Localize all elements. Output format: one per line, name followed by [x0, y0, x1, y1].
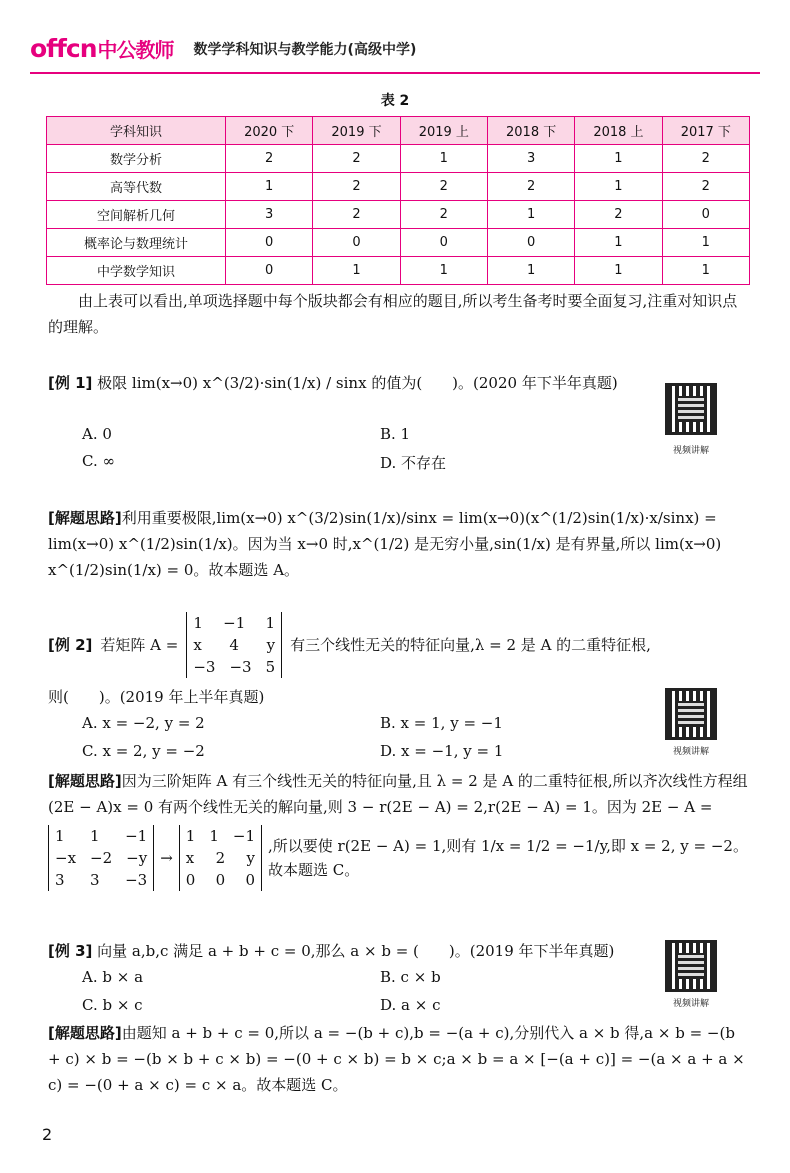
matrix-entry: −y [126, 849, 148, 867]
table-row [47, 173, 750, 201]
table-cell: 2 [313, 173, 400, 201]
ex1-option-d: D. 不存在 [380, 454, 447, 472]
book-title: 数学学科知识与教学能力(高级中学) [193, 41, 417, 58]
ex3-option-b: B. c × b [380, 968, 441, 986]
matrix-row [55, 825, 147, 847]
table-cell: 1 [575, 173, 662, 201]
table-cell: 2 [226, 145, 313, 173]
table-cell: 0 [226, 229, 313, 257]
matrix-entry: 0 [245, 871, 255, 889]
page-header [30, 34, 416, 63]
table-cell: 2 [313, 201, 400, 229]
matrix-entry: 0 [215, 871, 226, 889]
table-cell: 高等代数 [47, 173, 226, 201]
qr-code-icon[interactable] [665, 383, 717, 435]
knowledge-table [46, 116, 750, 285]
table-row [47, 145, 750, 173]
table-row [47, 229, 750, 257]
matrix-entry: 1 [90, 827, 100, 845]
table-cell: 3 [487, 145, 574, 173]
matrix-entry: 5 [265, 658, 276, 676]
example-2-stem-end: 则( )。(2019 年上半年真题) [48, 688, 265, 706]
table-row [47, 201, 750, 229]
example-1-stem: [例 1] 极限 lim(x→0) x^(3/2)·sin(1/x) / sinx 的值为( )。(2020 年下半年真题) [48, 374, 618, 392]
matrix-row [186, 847, 255, 869]
table-cell: 2 [400, 201, 487, 229]
matrix-row [55, 869, 147, 891]
matrix-row [193, 612, 275, 634]
matrix-entry: x [185, 849, 195, 867]
example-2-solution-matrices: 1 1 −1 −x −2 −y 3 3 −3 → 1 1 −1 x 2 y 0 0 0 ,所以要使 r(2E − A) = 1,则有 1/x = 1/2 = −1/y,即 x = 2, y = −2。故本题选 C。 [48, 825, 752, 891]
matrix-2e-minus-a [48, 825, 154, 891]
table-cell: 0 [226, 257, 313, 285]
table-cell: 2 [662, 145, 749, 173]
column-header: 2018 下 [487, 117, 574, 145]
table-cell: 2 [313, 145, 400, 173]
matrix-row [193, 634, 275, 656]
table-cell: 1 [487, 257, 574, 285]
qr-label: 视频讲解 [672, 747, 709, 757]
table-cell: 0 [487, 229, 574, 257]
qr-code-icon[interactable] [665, 940, 717, 992]
table-cell: 1 [575, 257, 662, 285]
table-cell: 数学分析 [47, 145, 226, 173]
matrix-entry: 1 [193, 614, 203, 632]
table-cell: 空间解析几何 [47, 201, 226, 229]
table-cell: 2 [662, 173, 749, 201]
matrix-entry: y [246, 849, 255, 867]
ex2-option-d: D. x = −1, y = 1 [380, 742, 504, 760]
table-cell: 2 [575, 201, 662, 229]
matrix-entry: −1 [223, 614, 246, 632]
table-cell: 1 [575, 145, 662, 173]
matrix-entry: 3 [90, 871, 100, 889]
ex3-option-a: A. b × a [82, 968, 144, 986]
matrix-entry: 0 [185, 871, 196, 889]
ex1-option-c: C. ∞ [82, 452, 115, 470]
table-cell: 中学数学知识 [47, 257, 226, 285]
matrix-row [193, 656, 275, 678]
example-3-solution: [解题思路]由题知 a + b + c = 0,所以 a = −(b + c),b = −(a + c),分别代入 a × b 得,a × b = −(b + c) × b = −(b × b + c × b) = −(0 + c × b) = b × c;a × b = a × [−(a + c)] = −(a × a + a × c) = −(0 + a × c) = c × a。故本题选 C。 [48, 1024, 745, 1094]
matrix-entry: 4 [229, 636, 239, 654]
matrix-entry: 1 [209, 827, 219, 845]
matrix-a [186, 612, 282, 678]
table-cell: 概率论与数理统计 [47, 229, 226, 257]
intro-paragraph: 由上表可以看出,单项选择题中每个版块都会有相应的题目,所以考生备考时要全面复习,注重对知识点的理解。 [48, 292, 738, 336]
column-header: 2018 上 [575, 117, 662, 145]
table-cell: 1 [575, 229, 662, 257]
matrix-entry: −2 [90, 849, 113, 867]
matrix-reduced [179, 825, 262, 891]
table-cell: 1 [226, 173, 313, 201]
table-cell: 3 [226, 201, 313, 229]
matrix-entry: −1 [125, 827, 148, 845]
table-caption: 表 2 [380, 93, 410, 109]
example-3-stem: [例 3] 向量 a,b,c 满足 a + b + c = 0,那么 a × b = ( )。(2019 年下半年真题) [48, 942, 615, 960]
ex2-option-b: B. x = 1, y = −1 [380, 714, 503, 732]
table-row [47, 257, 750, 285]
matrix-entry: −3 [229, 658, 252, 676]
qr-label: 视频讲解 [672, 446, 709, 456]
table-cell: 1 [487, 201, 574, 229]
ex2-option-a: A. x = −2, y = 2 [82, 714, 205, 732]
header-rule [30, 72, 760, 74]
example-2-solution: [解题思路]因为三阶矩阵 A 有三个线性无关的特征向量,且 λ = 2 是 A 的二重特征根,所以齐次线性方程组(2E − A)x = 0 有两个线性无关的解向量,则 3 − r(2E − A) = 2,r(2E − A) = 1。因为 2E − A = [48, 772, 748, 816]
matrix-entry: 1 [185, 827, 196, 845]
matrix-entry: 1 [55, 827, 65, 845]
matrix-entry: 1 [265, 614, 276, 632]
example-1-solution: [解题思路]利用重要极限,lim(x→0) x^(3/2)sin(1/x)/sinx = lim(x→0)(x^(1/2)sin(1/x)·x/sinx) = lim(x→0) x^(1/2)sin(1/x)。因为当 x→0 时,x^(1/2) 是无穷小量,sin(1/x) 是有界量,所以 lim(x→0) x^(1/2)sin(1/x) = 0。故本题选 A。 [48, 509, 722, 579]
qr-label: 视频讲解 [672, 999, 709, 1009]
matrix-row [186, 825, 255, 847]
page-number: 2 [42, 1125, 53, 1144]
qr-code-icon[interactable] [665, 688, 717, 740]
matrix-row [186, 869, 255, 891]
matrix-entry: −1 [232, 827, 255, 845]
table-cell: 2 [400, 173, 487, 201]
table-cell: 0 [400, 229, 487, 257]
example-2-stem: [例 2] 若矩阵 A = 1 −1 1 x 4 y −3 −3 5 有三个线性无关的特征向量,λ = 2 是 A 的二重特征根, [48, 614, 651, 676]
ex2-option-c: C. x = 2, y = −2 [82, 742, 205, 760]
matrix-entry: −3 [193, 658, 216, 676]
table-cell: 1 [400, 145, 487, 173]
ex3-option-c: C. b × c [82, 996, 143, 1014]
table-cell: 1 [662, 229, 749, 257]
ex3-option-d: D. a × c [380, 996, 441, 1014]
table-cell: 1 [400, 257, 487, 285]
ex1-option-b: B. 1 [380, 425, 411, 443]
column-header: 学科知识 [47, 117, 226, 145]
matrix-entry: 3 [55, 871, 65, 889]
matrix-entry: y [266, 636, 276, 654]
ex1-option-a: A. 0 [82, 425, 112, 443]
matrix-entry: 2 [215, 849, 226, 867]
table-cell: 1 [313, 257, 400, 285]
matrix-entry: x [193, 636, 202, 654]
column-header: 2019 上 [400, 117, 487, 145]
matrix-entry: −x [55, 849, 77, 867]
matrix-entry: −3 [125, 871, 148, 889]
brand-logo: offcn中公教师 [30, 34, 174, 63]
column-header: 2017 下 [662, 117, 749, 145]
table-cell: 1 [662, 257, 749, 285]
column-header: 2020 下 [226, 117, 313, 145]
column-header: 2019 下 [313, 117, 400, 145]
table-cell: 0 [313, 229, 400, 257]
table-cell: 2 [487, 173, 574, 201]
matrix-row [55, 847, 147, 869]
table-cell: 0 [662, 201, 749, 229]
